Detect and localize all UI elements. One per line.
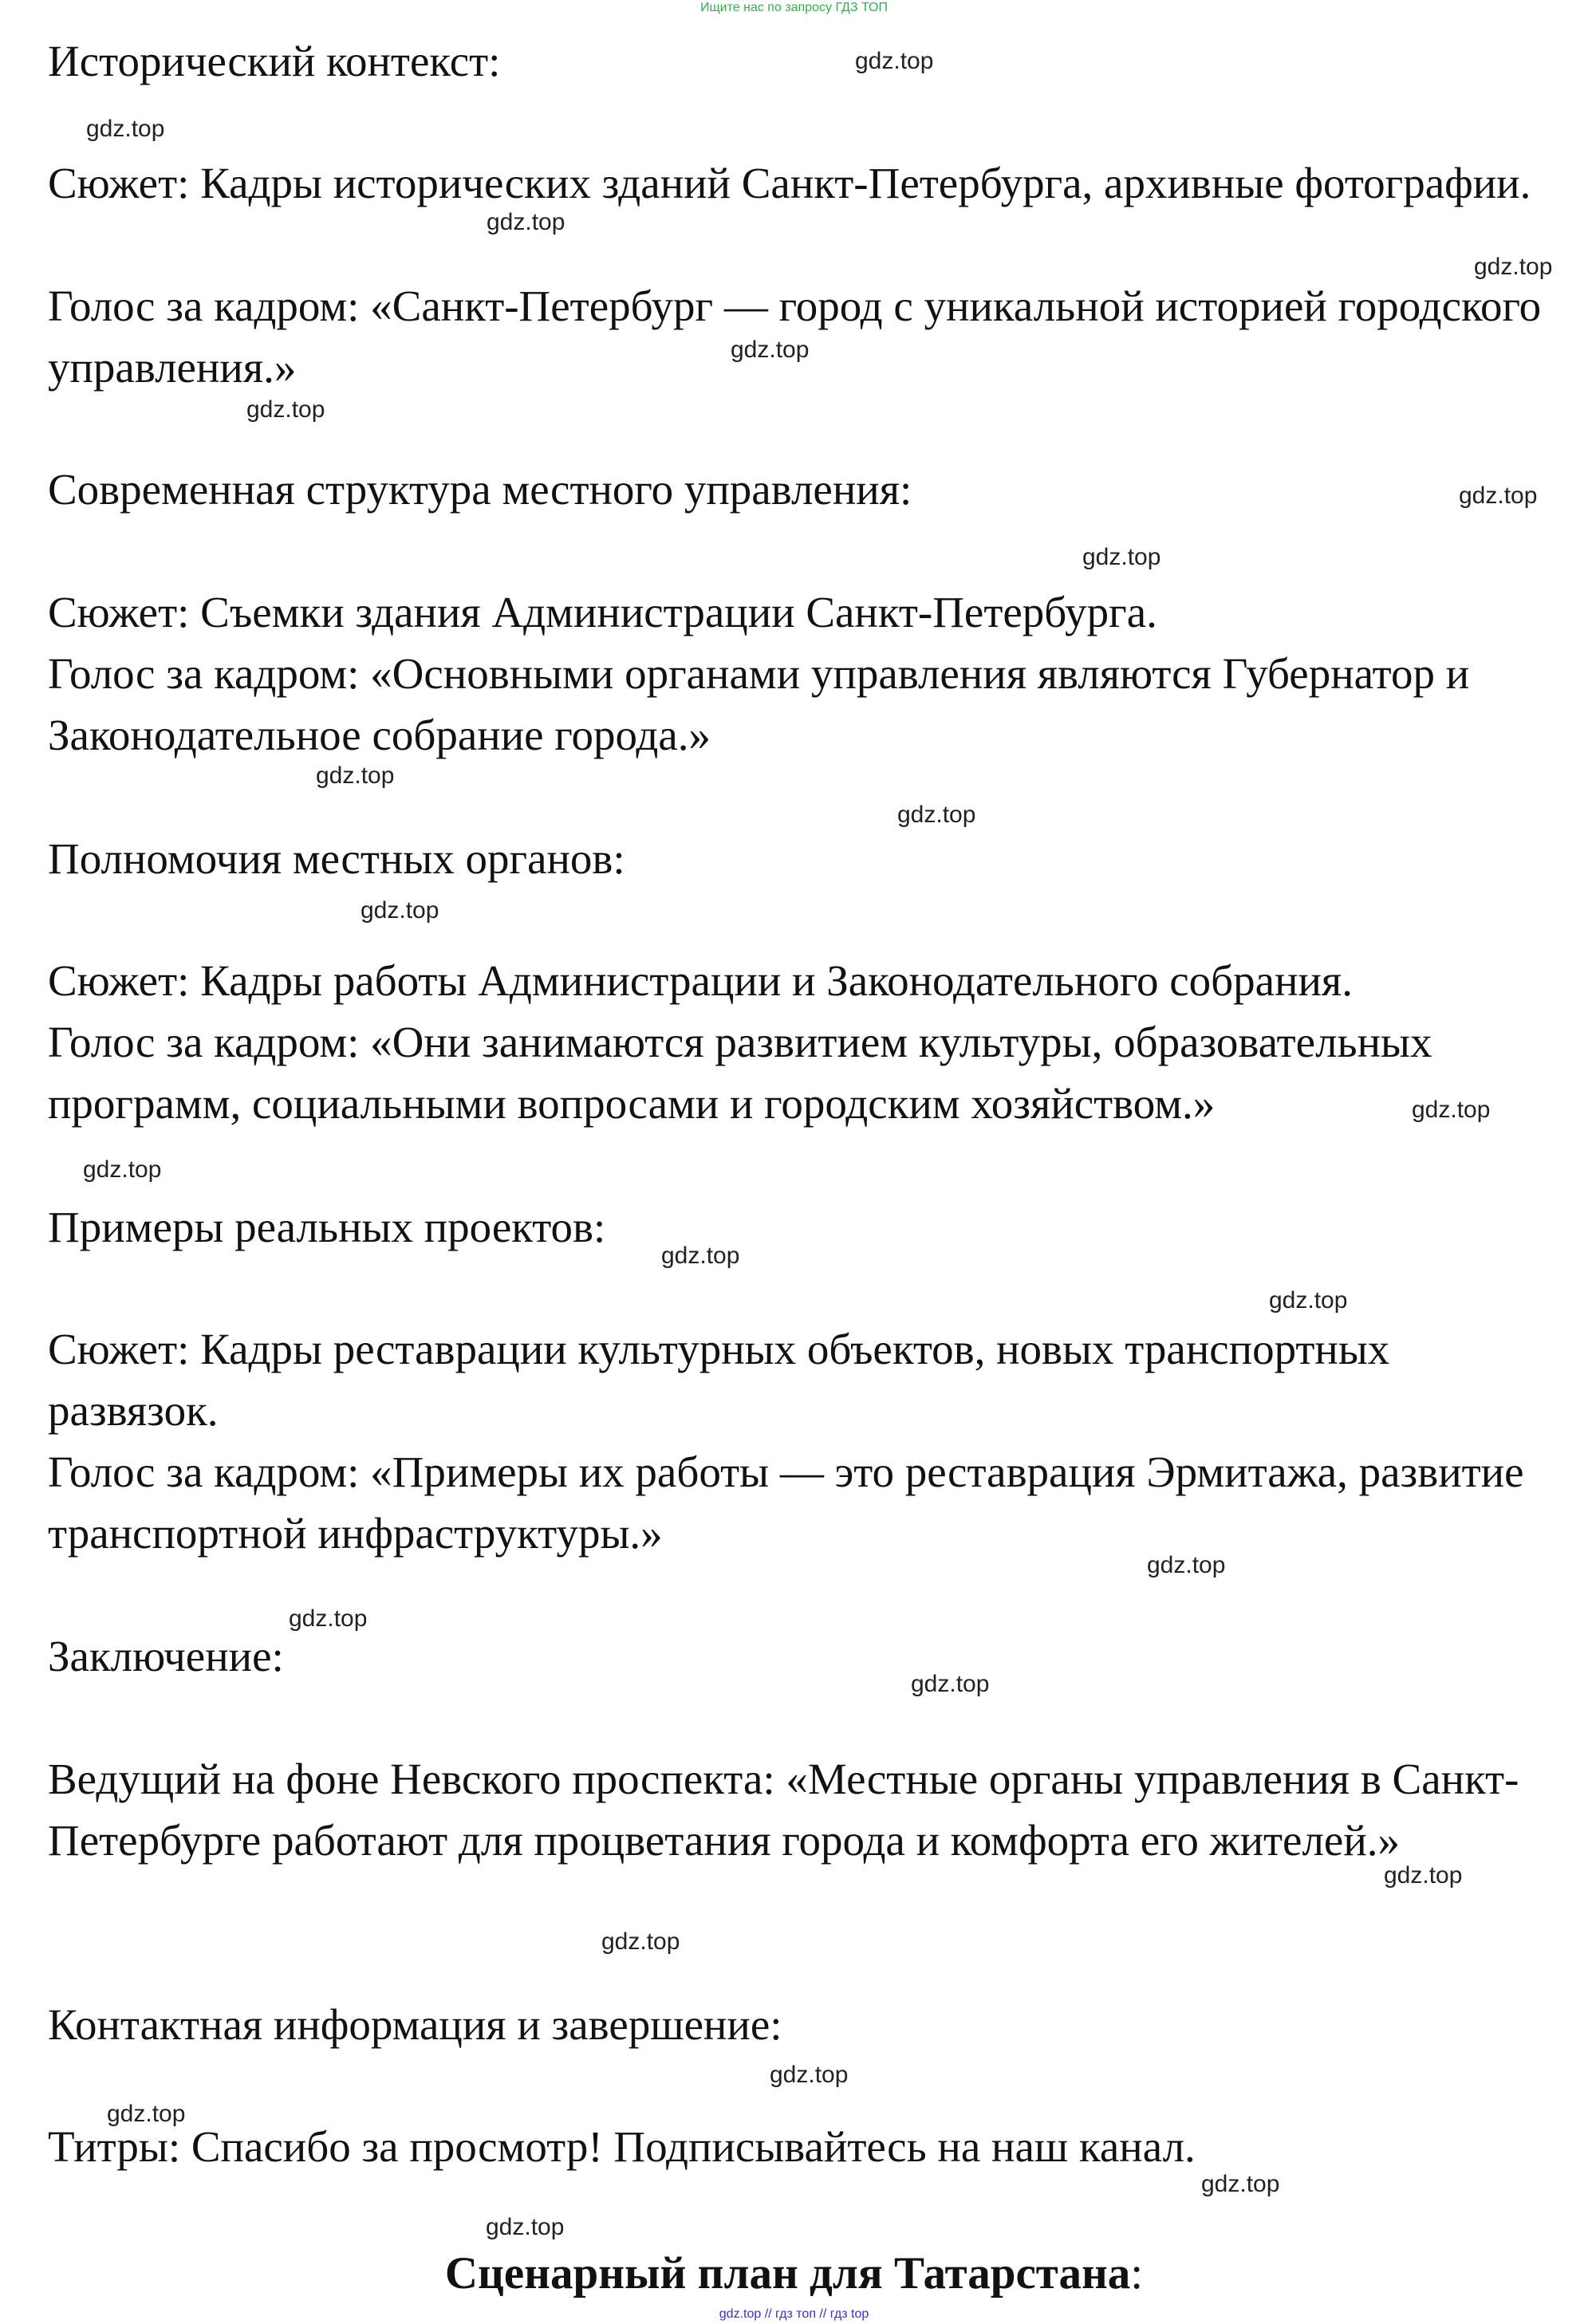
top-banner: Ищите нас по запросу ГДЗ ТОП bbox=[700, 1, 888, 14]
section-1-voice: Голос за кадром: «Санкт-Петербург — город с уникальной историей городского управления.» bbox=[48, 282, 1542, 392]
bottom-banner: gdz.top // гдз топ // гдз top bbox=[719, 2307, 869, 2321]
watermark: gdz.top bbox=[1412, 1097, 1491, 1123]
watermark: gdz.top bbox=[855, 48, 934, 74]
section-4-title: Примеры реальных проектов: bbox=[48, 1203, 606, 1251]
section-3-voice: Голос за кадром: «Они занимаются развитием культуры, образовательных программ, социальными вопросами и городским хозяйством.» bbox=[48, 1018, 1432, 1128]
section-4-voice: Голос за кадром: «Примеры их работы — это реставрация Эрмитажа, развитие транспортной инфраструктуры.» bbox=[48, 1448, 1524, 1558]
section-6-credits: Титры: Спасибо за просмотр! Подписывайтесь на наш канал. bbox=[48, 2122, 1196, 2171]
final-heading-bold: Сценарный план для Татарстана bbox=[444, 2248, 1131, 2298]
watermark: gdz.top bbox=[770, 2062, 849, 2088]
watermark: gdz.top bbox=[289, 1605, 368, 1632]
section-3-plot: Сюжет: Кадры работы Администрации и Законодательного собрания. bbox=[48, 956, 1353, 1005]
watermark: gdz.top bbox=[361, 897, 439, 924]
section-5-host: Ведущий на фоне Невского проспекта: «Местные органы управления в Санкт-Петербурге работают для процветания города и комфорта его жителей.» bbox=[48, 1755, 1519, 1865]
section-1-plot: Сюжет: Кадры исторических зданий Санкт-Петербурга, архивные фотографии. bbox=[48, 159, 1531, 207]
section-2-title: Современная структура местного управления: bbox=[48, 465, 912, 514]
watermark: gdz.top bbox=[911, 1671, 990, 1697]
watermark: gdz.top bbox=[107, 2101, 186, 2127]
section-1-title: Исторический контекст: bbox=[48, 37, 501, 85]
watermark: gdz.top bbox=[83, 1156, 162, 1183]
watermark: gdz.top bbox=[1201, 2171, 1280, 2197]
section-2-voice: Голос за кадром: «Основными органами управления являются Губернатор и Законодательное собрание города.» bbox=[48, 649, 1470, 759]
watermark: gdz.top bbox=[1474, 254, 1553, 280]
watermark: gdz.top bbox=[246, 396, 325, 423]
watermark: gdz.top bbox=[731, 337, 810, 363]
section-4-plot: Сюжет: Кадры реставрации культурных объектов, новых транспортных развязок. bbox=[48, 1325, 1390, 1435]
watermark: gdz.top bbox=[661, 1243, 740, 1269]
section-6-title: Контактная информация и завершение: bbox=[48, 2000, 782, 2049]
section-5-title: Заключение: bbox=[48, 1632, 284, 1680]
watermark: gdz.top bbox=[601, 1928, 680, 1955]
watermark: gdz.top bbox=[1147, 1552, 1226, 1578]
watermark: gdz.top bbox=[86, 116, 165, 142]
watermark: gdz.top bbox=[897, 802, 976, 828]
section-2-plot: Сюжет: Съемки здания Администрации Санкт-Петербурга. bbox=[48, 588, 1157, 636]
watermark: gdz.top bbox=[1082, 544, 1161, 570]
watermark: gdz.top bbox=[1269, 1287, 1348, 1314]
watermark: gdz.top bbox=[486, 2214, 565, 2240]
final-heading-colon: : bbox=[1130, 2248, 1144, 2298]
watermark: gdz.top bbox=[1384, 1862, 1463, 1889]
watermark: gdz.top bbox=[1459, 483, 1538, 509]
section-3-title: Полномочия местных органов: bbox=[48, 834, 625, 883]
final-heading bbox=[0, 2247, 1588, 2300]
watermark: gdz.top bbox=[316, 762, 395, 789]
watermark: gdz.top bbox=[487, 209, 565, 235]
